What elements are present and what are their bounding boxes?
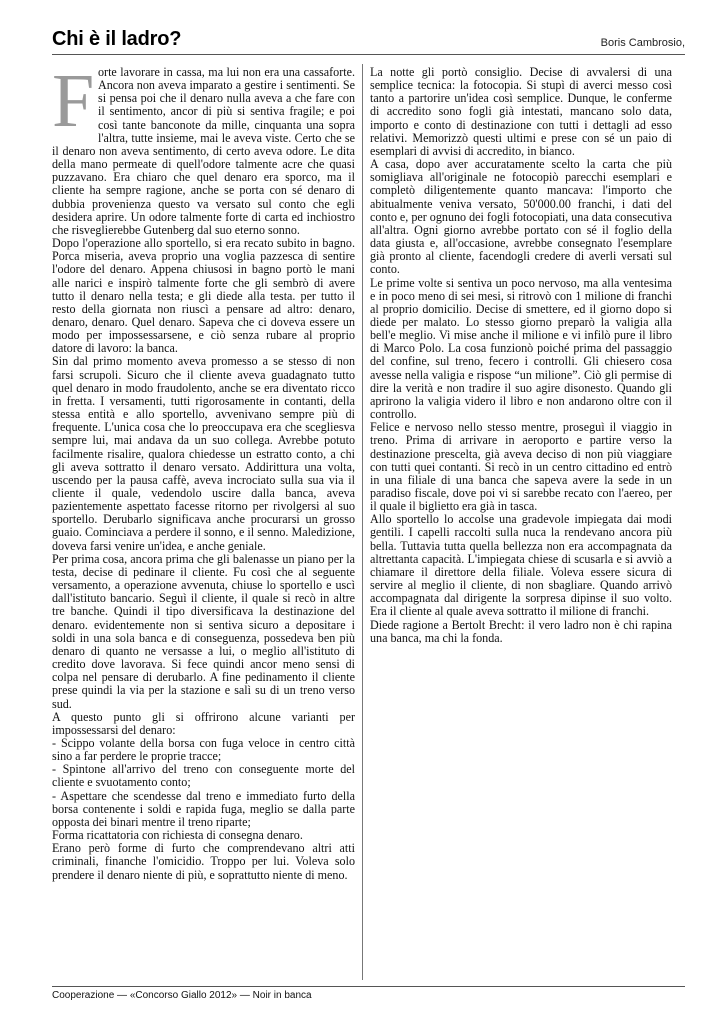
page-footer: Cooperazione — «Concorso Giallo 2012» — Noir in banca	[52, 990, 312, 1001]
footer-divider	[52, 986, 685, 987]
paragraph: Per prima cosa, ancora prima che gli balenasse un piano per la testa, decise di pedinare il cliente. Fu così che al seguente versamento, a operazione avvenuta, chiuse lo sportello e uscì dall'istituto bancario. Seguì il cliente, il quale si recò in altre tre banche. Quindi il tipo diversificava la destinazione del denaro. evidentemente non si sentiva sicuro a depositare i soldi in una sola banca e di conseguenza, possedeva ben più denaro di quanto ne versasse a lui, o meglio all'istituto di credito dove lavorava. Si fece quindi ancor meno sensi di colpa nel pensare di derubarlo. A fine pedinamento il cliente prese quindi la via per la stazione e salì su di un treno verso sud.	[52, 551, 355, 711]
list-item: - Scippo volante della borsa con fuga veloce in centro città sino a far perdere le proprie tracce;	[52, 735, 355, 764]
paragraph: Sin dal primo momento aveva promesso a se stesso di non farsi scrupoli. Sicuro che il cliente aveva guadagnato tutto quel denaro in modo fraudolento, anche se era diventato ricco in fretta. I versamenti, tutti rigorosamente in contanti, della stessa entità e allo sportello, avvenivano sempre più di frequente. L'unica cosa che lo preoccupava era che scegliesva sempre lui, mai andava da un suo collega. Avrebbe potuto facilmente risalire, qualora chiedesse un estratto conto, a chi gli aveva sottratto il denaro versato. Addirittura una volta, uscendo per la pausa caffè, aveva incrociato sulla sua via il cliente il quale, vedendolo uscire dalla banca, aveva pazientemente aspettato facesse ritorno per rivolgersi al suo sportello. Derubarlo significava anche procurarsi un grosso guaio. Cominciava a perdere il sonno, e il senno. Maledizione, doveva farsi venire un'idea, e anche geniale.	[52, 354, 355, 553]
author-name: Boris Cambrosio,	[600, 37, 685, 49]
paragraph: Erano però forme di furto che comprendevano altri atti criminali, finanche l'omicidio. Troppo per lui. Voleva solo prendere il denaro niente di più, e soprattutto niente di meno.	[52, 841, 355, 882]
paragraph: Le prime volte si sentiva un poco nervoso, ma alla ventesima e in poco meno di sei mesi, si ritrovò con 1 milione di franchi al proprio domicilio. Decise di smettere, ed il giorno dopo si diede per malato. Lo stesso giorno preparò la valigia alla bell'e meglio. Vi mise anche il milione e vi infilò pure il libro di Marco Polo. La cosa funzionò poiché prima del passaggio del confine, sul treno, fecero i controlli. Gli chiesero cosa avesse nella valigia e rispose “un milione”. Ciò gli permise di dire la verità e non tradire il suo agire disonesto. Quando gli aprirono la valigia videro il libro e non andarono oltre con il controllo.	[370, 275, 672, 422]
paragraph: Diede ragione a Bertolt Brecht: il vero ladro non è chi rapina una banca, ma chi la fonda.	[370, 617, 672, 645]
paragraph: A casa, dopo aver accuratamente scelto la carta che più somigliava all'originale ne fotocopiò parecchi esemplari e completò diligentemente quanto mancava: l'importo che abitualmente veniva versato, 50'000.00 franchi, i dati del conto e, per ognuno dei fogli fotocopiati, una data consecutiva all'altra. Ogni giorno avrebbe portato con sé il foglio della data giusta e, all'occasione, avrebbe consegnato l'esemplare già pronto al cliente, facendogli credere di averli versati sul conto.	[370, 157, 672, 277]
drop-cap: F	[52, 59, 95, 143]
paragraph: Allo sportello lo accolse una gradevole impiegata dai modi gentili. I capelli raccolti sulla nuca la rendevano ancora più bella. Tuttavia tutta quella bellezza non era accompagnata da altrettanta capacità. L'impiegata chiese di scusarla e si avviò a chiamare il direttore della filiale. Voleva essere sicura di servire al meglio il cliente, di non sbagliare. Quando arrivò accompagnata dal dirigente la sorpresa dipinse il suo volto. Era il cliente al quale aveva sottratto il milione di franchi.	[370, 512, 672, 619]
paragraph: Dopo l'operazione allo sportello, si era recato subito in bagno. Porca miseria, aveva proprio una voglia pazzesca di sentire l'odore del denaro. Appena chiusosi in bagno portò le mani alle narici e inspirò talmente forte che gli sembrò di avere tutto il denaro nella testa; e gli diede alla testa. per tutto il resto della giornata non riuscì a pensare ad altro: denaro, denaro, denaro. Quel denaro. Sapeva che ci doveva essere un modo per impossessarsene, e ciò senza rubare al proprio datore di lavoro: la banca.	[52, 236, 355, 356]
header-divider	[52, 54, 685, 55]
list-item: - Aspettare che scendesse dal treno e immediato furto della borsa contenente i soldi e rapida fuga, meglio se dalla parte opposta dei binari mentre il treno riparte;	[52, 788, 355, 829]
paragraph: orte lavorare in cassa, ma lui non era una cassaforte. Ancora non aveva imparato a gestire i sentimenti. Se si pensa poi che il denaro nulla aveva a che fare con il sentimento, ancor di più si sentiva fragile; e poi così tante banconote da mille, cinquanta una sopra l'altra, tutte insieme, mai le aveva viste. Certo che se il denaro non aveva sentimento, di certo aveva odore. Le dita della mano permeate di quell'odore talmente acre che quasi puzzavano. Era chiaro che quel denaro era sporco, ma il cliente ha sempre ragione, anche se porta con sé denaro di dubbia provenienza questo va versato sul conto che egli desidera aprire. Un odore talmente forte di carta ed inchiostro che risveglierebbe Gutenberg dal suo eterno sonno.	[52, 65, 355, 237]
page-title: Chi è il ladro?	[52, 28, 182, 50]
paragraph: La notte gli portò consiglio. Decise di avvalersi di una semplice tecnica: la fotocopia. Si stupì di averci messo così tanto a partorire un'idea così semplice. Dunque, le conferme di accredito sono fogli già intestati, mancano solo data, importo e conto di destinazione con tutti i dettagli ad esso relativi. Memorizzò questi ultimi e prese con sé un paio di esemplari di avvisi di accredito, in bianco.	[370, 65, 672, 158]
paragraph: A questo punto gli si offrirono alcune varianti per impossessarsi del denaro:	[52, 709, 355, 737]
article-column-left	[52, 59, 355, 882]
paragraph: Felice e nervoso nello stesso mentre, proseguì il viaggio in treno. Prima di arrivare in aeroporto e partire verso la destinazione prescelta, già aveva deciso di non più viaggiare con tutti quei contanti. Si recò in un centro cittadino ed entrò in una filiale di una banca che sapeva avere la sede in un paradiso fiscale, dove poi vi si sarebbe recato con l'aereo, per il quale il biglietto era già in tasca.	[370, 420, 672, 514]
column-divider	[362, 64, 363, 980]
article-column-right	[370, 66, 672, 645]
list-item: Forma ricattatoria con richiesta di consegna denaro.	[52, 828, 303, 843]
list-item: - Spintone all'arrivo del treno con conseguente morte del cliente e svuotamento conto;	[52, 762, 355, 790]
